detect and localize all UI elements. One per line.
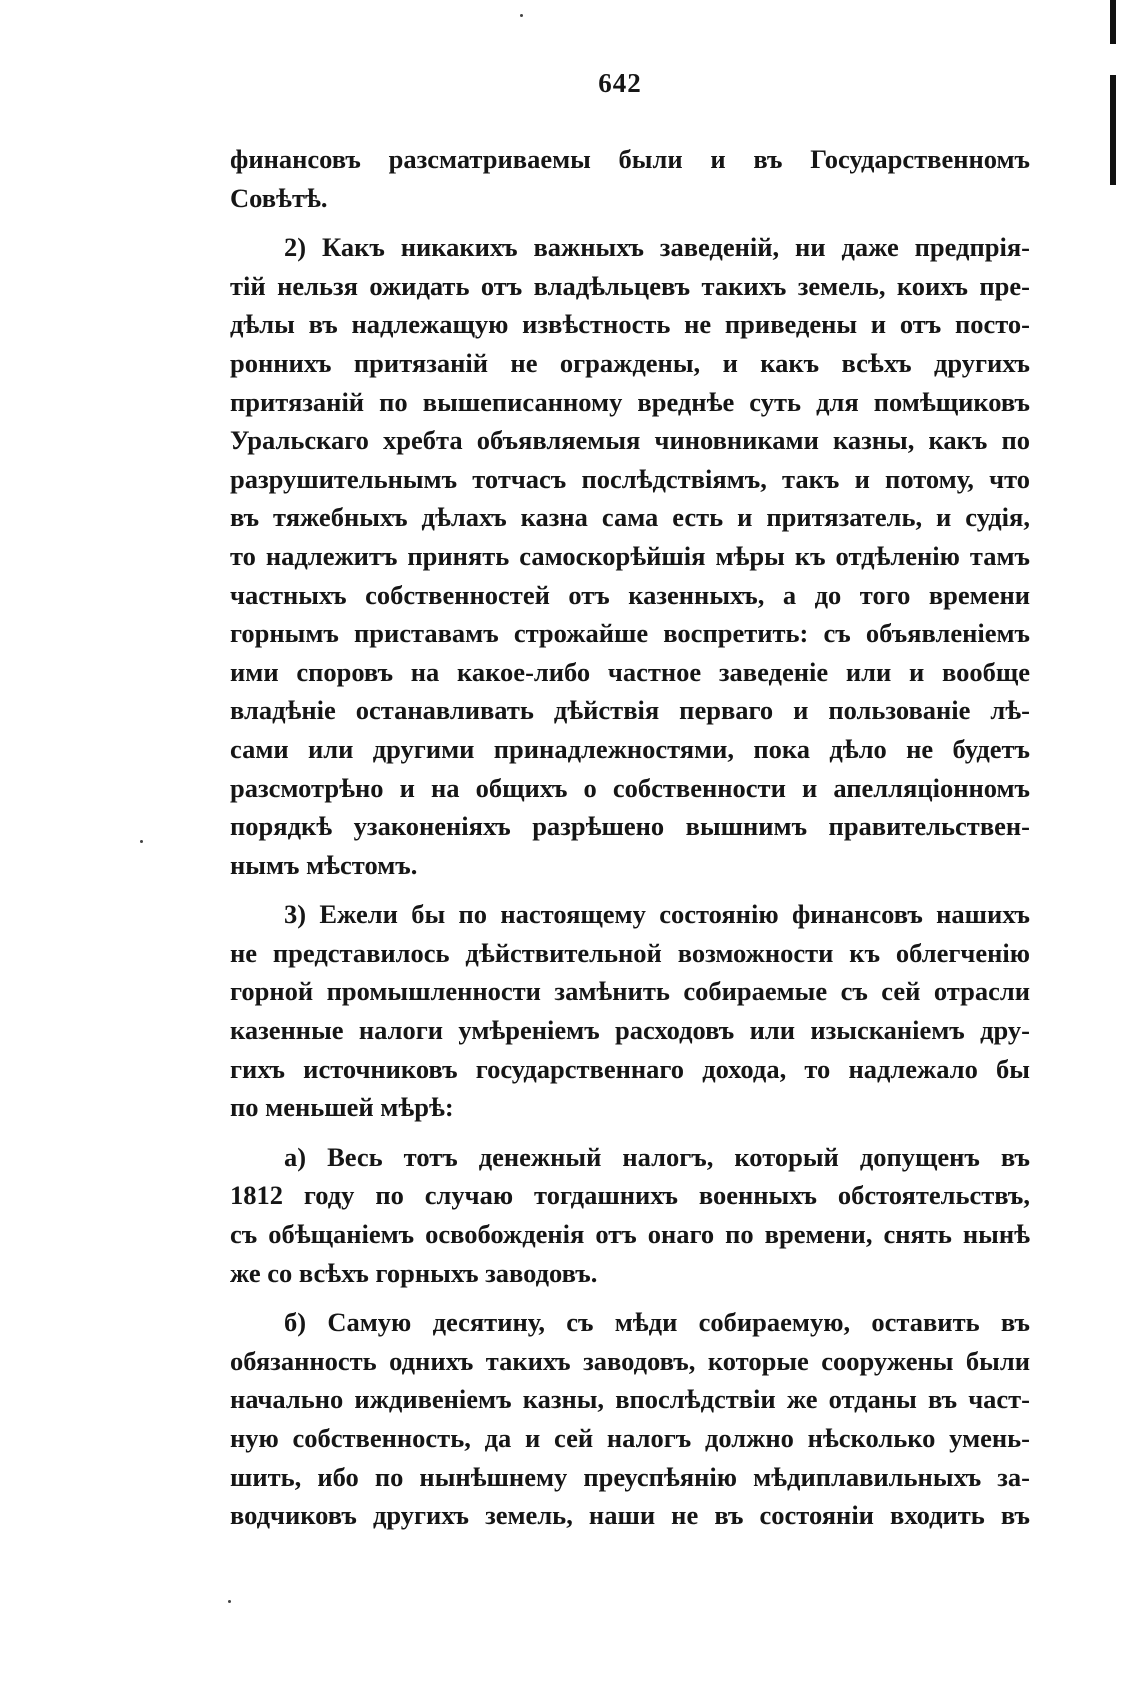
text-line: нымъ мѣстомъ. bbox=[230, 849, 418, 880]
text-line: не представилось дѣйствительной возможности къ облегченію bbox=[230, 937, 1030, 968]
text-line: то надлежитъ принять самоскорѣйшія мѣры къ отдѣленію тамъ bbox=[230, 540, 1030, 571]
text-line: шить, ибо по нынѣшнему преуспѣянію мѣдиплавильныхъ за- bbox=[230, 1461, 1030, 1492]
scan-speck bbox=[520, 14, 523, 17]
text-line: б) Самую десятину, съ мѣди собираемую, оставить въ bbox=[284, 1307, 1030, 1338]
text-line: водчиковъ другихъ земель, наши не въ состояніи входить въ bbox=[230, 1500, 1030, 1531]
text-line: разсмотрѣно и на общихъ о собственности и апелляціонномъ bbox=[230, 772, 1030, 803]
text-line: съ обѣщаніемъ освобожденія отъ онаго по времени, снять нынѣ bbox=[230, 1219, 1030, 1250]
text-line: дѣлы въ надлежащую извѣстность не приведены и отъ посто- bbox=[230, 309, 1030, 340]
scan-edge-mark bbox=[1110, 75, 1116, 185]
text-line: ную собственность, да и сей налогъ должно нѣсколько умень- bbox=[230, 1423, 1030, 1453]
text-line: ими споровъ на какое-либо частное заведеніе или и вообще bbox=[230, 656, 1030, 687]
text-line: владѣніе останавливать дѣйствія перваго и пользованіе лѣ- bbox=[230, 695, 1030, 726]
scan-speck bbox=[140, 840, 143, 843]
text-line: горной промышленности замѣнить собираемые съ сей отрасли bbox=[230, 976, 1030, 1007]
text-line: же со всѣхъ горныхъ заводовъ. bbox=[230, 1257, 598, 1288]
scan-edge-mark bbox=[1110, 0, 1116, 44]
text-line: притязаній по вышеписанному вреднѣе суть для помѣщиковъ bbox=[230, 386, 1030, 417]
text-line: а) Весь тотъ денежный налогъ, который допущенъ въ bbox=[284, 1141, 1030, 1172]
body-text bbox=[230, 140, 1030, 1535]
text-line: разрушительнымъ тотчасъ послѣдствіямъ, такъ и потому, что bbox=[230, 463, 1030, 494]
text-line: порядкѣ узаконеніяхъ разрѣшено вышнимъ правительствен- bbox=[230, 811, 1030, 842]
text-line: обязанность однихъ такихъ заводовъ, которые сооружены были bbox=[230, 1345, 1030, 1376]
text-line: сами или другими принадлежностями, пока дѣло не будетъ bbox=[230, 733, 1030, 764]
text-line: гихъ источниковъ государственнаго дохода, то надлежало бы bbox=[230, 1053, 1030, 1084]
text-line: 1812 году по случаю тогдашнихъ военныхъ обстоятельствъ, bbox=[230, 1180, 1030, 1211]
text-line: Совѣтѣ. bbox=[230, 182, 328, 213]
scan-speck bbox=[228, 1600, 231, 1603]
text-line: тій нельзя ожидать отъ владѣльцевъ такихъ земель, коихъ пре- bbox=[230, 270, 1030, 301]
text-line: по меньшей мѣрѣ: bbox=[230, 1092, 454, 1123]
page-number: 642 bbox=[598, 68, 642, 98]
text-line: финансовъ разсматриваемы были и въ Государственномъ bbox=[230, 144, 1030, 174]
text-line: Уральскаго хребта объявляемыя чиновниками казны, какъ по bbox=[230, 425, 1030, 456]
text-line: 3) Ежели бы по настоящему состоянію финансовъ нашихъ bbox=[284, 899, 1030, 930]
text-line: роннихъ притязаній не ограждены, и какъ всѣхъ другихъ bbox=[230, 347, 1030, 378]
text-line: частныхъ собственностей отъ казенныхъ, а до того времени bbox=[230, 579, 1030, 610]
text-line: 2) Какъ никакихъ важныхъ заведеній, ни даже предпрія- bbox=[284, 232, 1030, 263]
text-line: горнымъ приставамъ строжайше воспретить: съ объявленіемъ bbox=[230, 618, 1030, 649]
text-line: въ тяжебныхъ дѣлахъ казна сама есть и притязатель, и судія, bbox=[230, 502, 1030, 533]
text-line: казенные налоги умѣреніемъ расходовъ или изысканіемъ дру- bbox=[230, 1015, 1030, 1046]
text-line: начально иждивеніемъ казны, впослѣдствіи же отданы въ част- bbox=[230, 1384, 1030, 1415]
